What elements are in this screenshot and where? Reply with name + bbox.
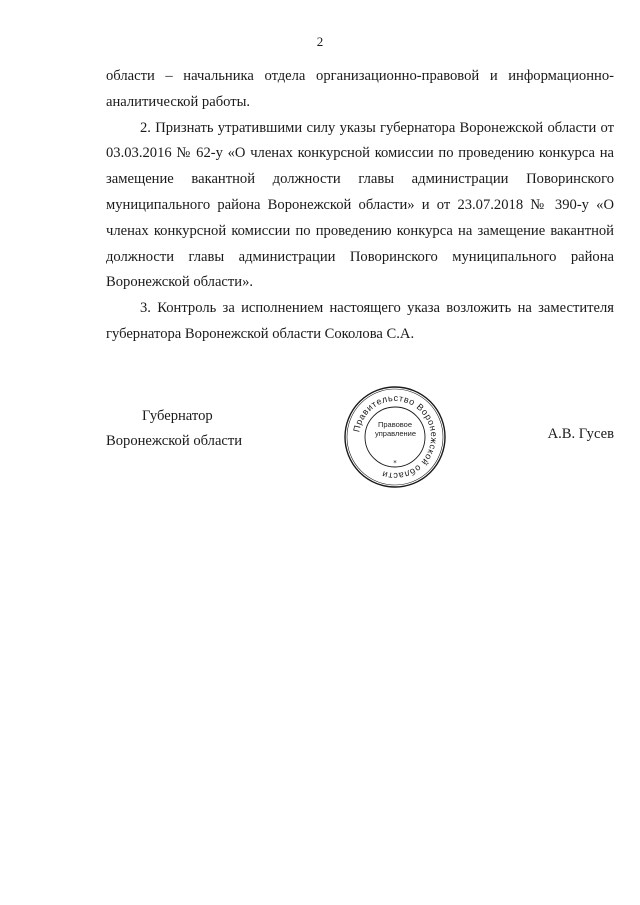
official-stamp <box>342 384 448 490</box>
page-number: 2 <box>316 34 324 49</box>
stamp-center-line2: управление <box>375 429 417 438</box>
stamp-ring-text: Правительство Воронежской области <box>351 392 440 482</box>
paragraph-1: области – начальника отдела организационно-правовой и информационно-аналитической работы. <box>106 68 614 110</box>
signatory-name: А.В. Гусев <box>547 426 614 442</box>
stamp-center-line1: Правовое <box>377 420 413 429</box>
signatory-title <box>106 404 242 454</box>
stamp-center-text <box>375 420 415 438</box>
paragraph-2: 2. Признать утратившими силу указы губернатора Воронежской области от 03.03.2016 № 62-у «О членах конкурсной комиссии по проведению конкурса на замещение вакантной должности главы администрации Поворинского муниципального района Воронежской области» и от 23.07.2018 № 390-у «О членах конкурсной комиссии по проведению конкурса на замещение вакантной должности главы администрации Поворинского муниципального района Воронежской области». <box>106 119 614 291</box>
stamp-star-icon: * <box>393 459 397 467</box>
signatory-title-line2: Воронежской области <box>106 433 243 449</box>
paragraph-3: 3. Контроль за исполнением настоящего указа возложить на заместителя губернатора Воронежской области Соколова С.А. <box>106 300 614 342</box>
signatory-title-line1: Губернатор <box>142 408 213 424</box>
document-body <box>106 64 614 348</box>
